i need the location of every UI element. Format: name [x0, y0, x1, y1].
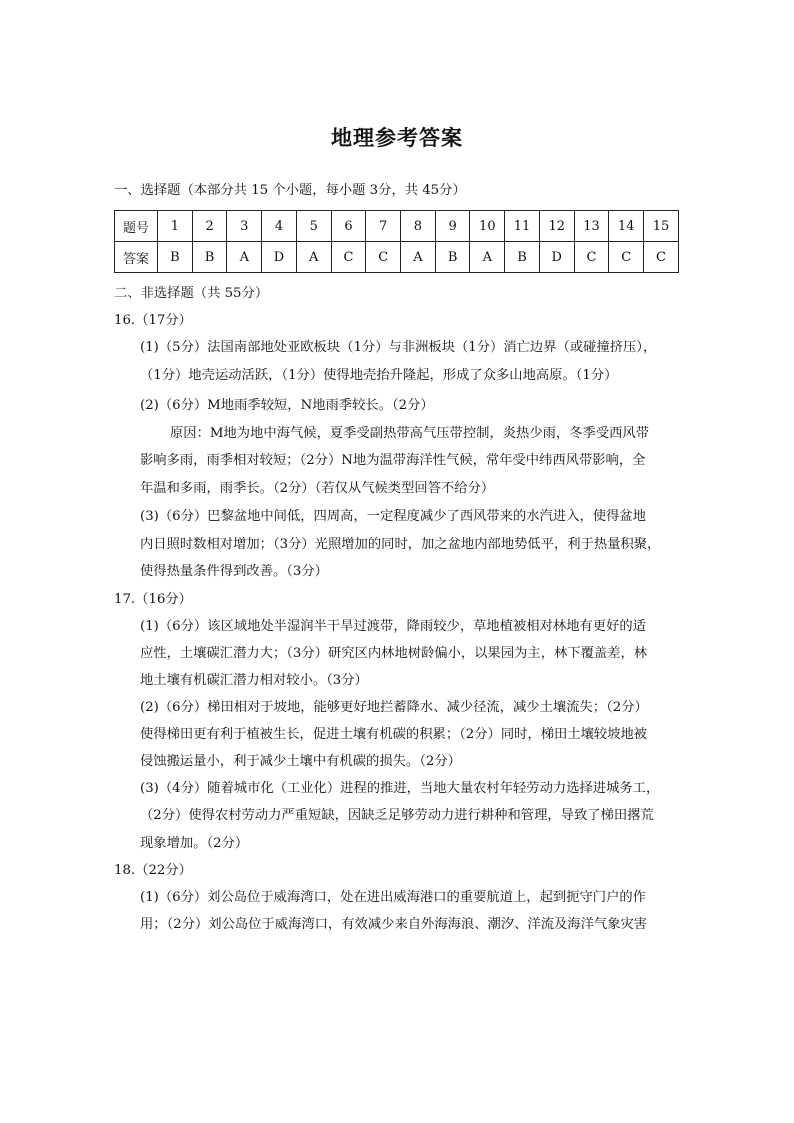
table-row — [115, 242, 679, 273]
table-cell: C — [366, 242, 401, 273]
answer-line: 应性，土壤碳汇潜力大；（3分）研究区内林地树龄偏小，以果园为主，林下覆盖差，林 — [140, 646, 648, 661]
table-cell: B — [192, 242, 227, 273]
table-row-label: 题号 — [115, 211, 158, 242]
table-cell: C — [609, 242, 644, 273]
section-one-heading: 一、选择题（本部分共 15 个小题，每小题 3分，共 45分） — [114, 183, 466, 198]
table-cell: A — [296, 242, 331, 273]
table-cell: 8 — [401, 211, 436, 242]
table-cell: 1 — [158, 211, 193, 242]
table-cell: 9 — [435, 211, 470, 242]
answer-line: (3)（4分）随着城市化（工业化）进程的推进，当地大量农村年轻劳动力选择进城务工， — [140, 781, 660, 796]
table-cell: C — [331, 242, 366, 273]
table-cell: A — [227, 242, 262, 273]
table-cell: C — [574, 242, 609, 273]
answer-line: 年温和多雨，雨季长。（2分）（若仅从气候类型回答不给分） — [140, 481, 495, 496]
table-cell: 12 — [539, 211, 574, 242]
question-heading: 16.（17分） — [114, 313, 192, 328]
table-cell: B — [505, 242, 540, 273]
page-title: 地理参考答案 — [331, 126, 463, 150]
table-row-label: 答案 — [115, 242, 158, 273]
answer-line: 现象增加。（2分） — [140, 836, 249, 851]
table-cell: D — [262, 242, 297, 273]
table-cell: B — [435, 242, 470, 273]
table-cell: D — [539, 242, 574, 273]
answer-line: 影响多雨，雨季相对较短；（2分）N地为温带海洋性气候，常年受中纬西风带影响，全 — [140, 453, 646, 468]
table-cell: 10 — [470, 211, 505, 242]
answer-line: 原因：M地为地中海气候，夏季受副热带高气压带控制，炎热少雨，冬季受西风带 — [170, 426, 650, 441]
table-cell: 5 — [296, 211, 331, 242]
answer-table — [114, 210, 679, 273]
answer-line: (1)（6分）刘公岛位于威海湾口，处在进出威海港口的重要航道上，起到扼守门户的作 — [140, 890, 646, 905]
table-row — [115, 211, 679, 242]
answer-line: 侵蚀搬运量小，利于减少土壤中有机碳的损失。（2分） — [140, 754, 461, 769]
table-cell: 15 — [644, 211, 679, 242]
answer-line: (1)（6分）该区域地处半湿润半干旱过渡带，降雨较少，草地植被相对林地有更好的适 — [140, 619, 646, 634]
question-heading: 18.（22分） — [114, 863, 192, 878]
table-cell: 13 — [574, 211, 609, 242]
table-cell: 14 — [609, 211, 644, 242]
table-cell: A — [470, 242, 505, 273]
answer-line: （1分）地壳运动活跃，（1分）使得地壳抬升隆起，形成了众多山地高原。（1分） — [140, 368, 618, 383]
table-cell: 6 — [331, 211, 366, 242]
table-cell: 3 — [227, 211, 262, 242]
answer-line: (2)（6分）M地雨季较短，N地雨季较长。（2分） — [140, 398, 434, 413]
table-cell: 7 — [366, 211, 401, 242]
answer-line: (2)（6分）梯田相对于坡地，能够更好地拦蓄降水、减少径流，减少土壤流失；（2分） — [140, 700, 648, 715]
answer-line: 使得热量条件得到改善。（3分） — [140, 564, 328, 579]
section-two-heading: 二、非选择题（共 55分） — [114, 286, 269, 301]
answer-line: 使得梯田更有利于植被生长，促进土壤有机碳的积累；（2分）同时，梯田土壤较坡地被 — [140, 727, 648, 742]
answer-line: (3)（6分）巴黎盆地中间低，四周高，一定程度减少了西风带来的水汽进入，使得盆地 — [140, 509, 646, 524]
answer-line: （2分）使得农村劳动力严重短缺，因缺乏足够劳动力进行耕种和管理，导致了梯田撂荒 — [140, 808, 654, 823]
answer-line: 用；（2分）刘公岛位于威海湾口，有效减少来自外海海浪、潮汐、洋流及海洋气象灾害 — [140, 917, 648, 932]
question-heading: 17.（16分） — [114, 592, 192, 607]
table-cell: A — [401, 242, 436, 273]
answer-line: 内日照时数相对增加；（3分）光照增加的同时，加之盆地内部地势低平，利于热量积聚， — [140, 537, 661, 552]
answer-line: (1)（5分）法国南部地处亚欧板块（1分）与非洲板块（1分）消亡边界（或碰撞挤压）， — [140, 340, 657, 355]
table-cell: 2 — [192, 211, 227, 242]
table-cell: 4 — [262, 211, 297, 242]
table-cell: C — [644, 242, 679, 273]
table-cell: B — [158, 242, 193, 273]
answer-line: 地土壤有机碳汇潜力相对较小。（3分） — [140, 673, 368, 688]
table-cell: 11 — [505, 211, 540, 242]
